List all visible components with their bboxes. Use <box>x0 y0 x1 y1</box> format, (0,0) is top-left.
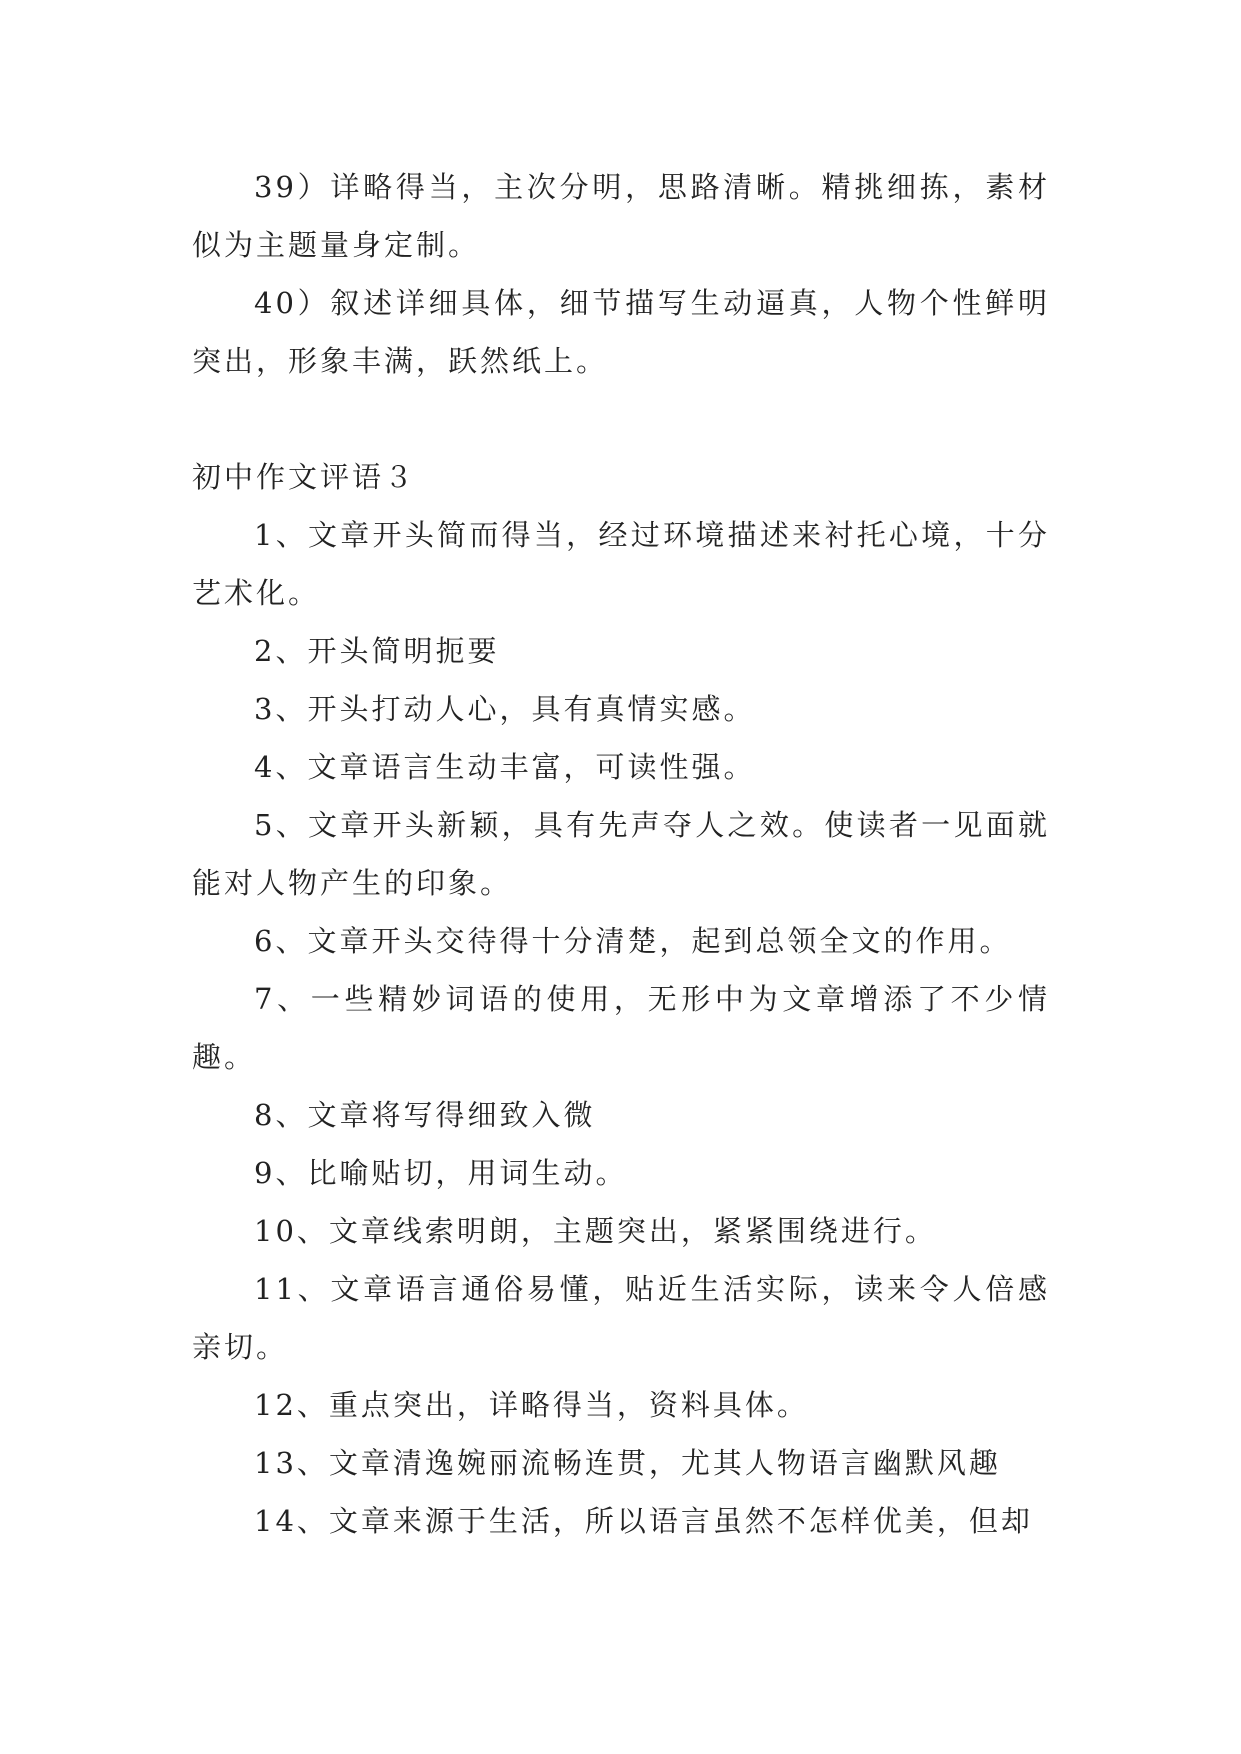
comment-item: 3、开头打动人心，具有真情实感。 <box>254 692 756 726</box>
comment-item: 2、开头简明扼要 <box>254 634 500 668</box>
comment-item: 8、文章将写得细致入微 <box>254 1098 596 1132</box>
comment-item: 11、文章语言通俗易懂，贴近生活实际，读来令人倍感亲切。 <box>192 1272 1050 1364</box>
comment-item: 12、重点突出，详略得当，资料具体。 <box>254 1388 809 1422</box>
comment-item: 5、文章开头新颖，具有先声夺人之效。使读者一见面就能对人物产生的印象。 <box>192 808 1050 900</box>
comment-item: 10、文章线索明朗，主题突出，紧紧围绕进行。 <box>254 1214 937 1248</box>
comment-item: 9、比喻贴切，用词生动。 <box>254 1156 628 1190</box>
comment-item: 13、文章清逸婉丽流畅连贯，尤其人物语言幽默风趣 <box>254 1446 1001 1480</box>
comment-item: 40）叙述详细具体，细节描写生动逼真，人物个性鲜明突出，形象丰满，跃然纸上。 <box>192 286 1050 378</box>
comment-item: 14、文章来源于生活，所以语言虽然不怎样优美，但却 <box>254 1504 1033 1538</box>
comment-item: 6、文章开头交待得十分清楚，起到总领全文的作用。 <box>254 924 1012 958</box>
comment-item: 1、文章开头简而得当，经过环境描述来衬托心境，十分艺术化。 <box>192 518 1050 610</box>
comment-item: 39）详略得当，主次分明，思路清晰。精挑细拣，素材似为主题量身定制。 <box>192 170 1050 262</box>
section-heading: 初中作文评语３ <box>192 460 417 494</box>
comment-item: 7、一些精妙词语的使用，无形中为文章增添了不少情趣。 <box>192 982 1050 1074</box>
comment-item: 4、文章语言生动丰富，可读性强。 <box>254 750 756 784</box>
document-body <box>192 158 1050 1550</box>
